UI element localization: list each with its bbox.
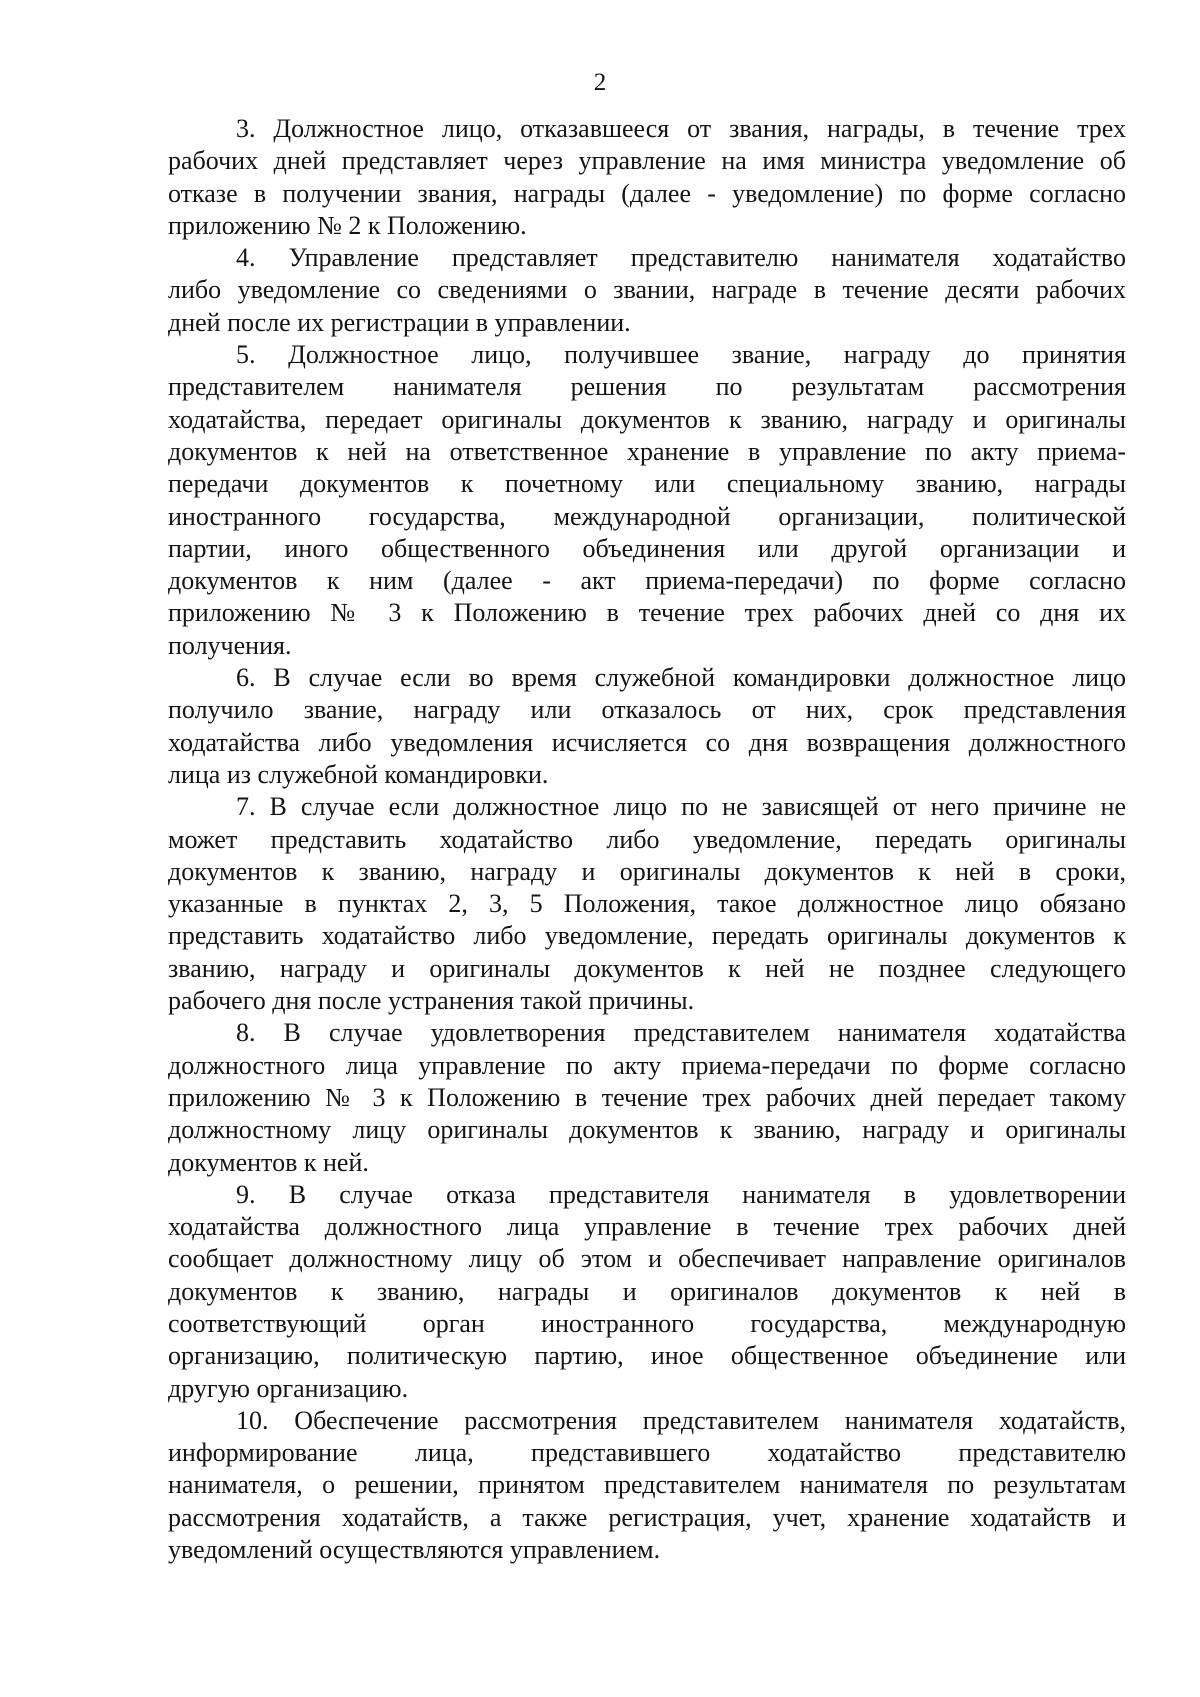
paragraph-line: получило звание, награду или отказалось от них, срок представления bbox=[168, 695, 1126, 725]
paragraph-line: документов к ним (далее - акт приема-передачи) по форме согласно bbox=[168, 566, 1126, 596]
paragraph-line: уведомлений осуществляются управлением. bbox=[168, 1535, 661, 1565]
paragraph-6 bbox=[168, 662, 1126, 791]
paragraph-line: передачи документов к почетному или специальному званию, награды bbox=[168, 469, 1126, 499]
paragraph-9 bbox=[168, 1179, 1126, 1405]
paragraph-4 bbox=[168, 242, 1126, 339]
paragraph-line: 3. Должностное лицо, отказавшееся от звания, награды, в течение трех bbox=[236, 114, 1126, 143]
paragraph-line: приложению № 2 к Положению. bbox=[168, 210, 527, 240]
paragraph-line: партии, иного общественного объединения или другой организации и bbox=[168, 533, 1126, 563]
paragraph-line: представителем нанимателя решения по результатам рассмотрения bbox=[168, 372, 1126, 402]
paragraph-line: рабочего дня после устранения такой причины. bbox=[168, 986, 695, 1016]
paragraph-line: получения. bbox=[168, 630, 292, 660]
paragraph-line: приложению № 3 к Положению в течение трех рабочих дней со дня их bbox=[168, 598, 1126, 628]
paragraph-line: 4. Управление представляет представителю нанимателя ходатайство bbox=[236, 243, 1126, 273]
paragraph-line: дней после их регистрации в управлении. bbox=[168, 307, 631, 337]
paragraph-line: лица из служебной командировки. bbox=[168, 759, 549, 789]
paragraph-line: отказе в получении звания, награды (далее - уведомление) по форме согласно bbox=[168, 178, 1126, 208]
paragraph-line: документов к ней. bbox=[168, 1147, 369, 1177]
paragraph-line: ходатайства, передает оригиналы документов к званию, награду и оригиналы bbox=[168, 404, 1126, 434]
paragraph-line: документов к ней на ответственное хранение в управление по акту приема- bbox=[168, 436, 1126, 466]
page-number: 2 bbox=[593, 69, 607, 96]
paragraph-line: 7. В случае если должностное лицо по не зависящей от него причине не bbox=[236, 792, 1126, 822]
paragraph-line: сообщает должностному лицу об этом и обеспечивает направление оригиналов bbox=[168, 1244, 1126, 1274]
paragraph-line: 9. В случае отказа представителя нанимателя в удовлетворении bbox=[236, 1179, 1126, 1209]
paragraph-line: документов к званию, награды и оригиналов документов к ней в bbox=[168, 1276, 1126, 1306]
paragraph-line: может представить ходатайство либо уведомление, передать оригиналы bbox=[168, 824, 1126, 854]
paragraph-line: соответствующий орган иностранного государства, международную bbox=[168, 1308, 1126, 1338]
paragraph-line: ходатайства либо уведомления исчисляется со дня возвращения должностного bbox=[168, 727, 1126, 757]
paragraph-7 bbox=[168, 791, 1126, 1017]
paragraph-line: нанимателя, о решении, принятом представителем нанимателя по результатам bbox=[168, 1470, 1126, 1500]
paragraph-line: рабочих дней представляет через управление на имя министра уведомление об bbox=[168, 146, 1126, 176]
paragraph-line: иностранного государства, международной организации, политической bbox=[168, 501, 1126, 531]
paragraph-line: либо уведомление со сведениями о звании, награде в течение десяти рабочих bbox=[168, 275, 1126, 305]
paragraph-line: указанные в пунктах 2, 3, 5 Положения, такое должностное лицо обязано bbox=[168, 889, 1126, 919]
paragraph-line: должностного лица управление по акту приема-передачи по форме согласно bbox=[168, 1050, 1126, 1080]
paragraph-line: 6. В случае если во время служебной командировки должностное лицо bbox=[236, 663, 1126, 693]
paragraph-line: рассмотрения ходатайств, а также регистрация, учет, хранение ходатайств и bbox=[168, 1502, 1126, 1532]
paragraph-line: другую организацию. bbox=[168, 1373, 409, 1403]
paragraph-line: документов к званию, награду и оригиналы документов к ней в сроки, bbox=[168, 856, 1126, 886]
paragraph-10 bbox=[168, 1405, 1126, 1566]
paragraph-line: информирование лица, представившего ходатайство представителю bbox=[168, 1438, 1126, 1468]
paragraph-line: 5. Должностное лицо, получившее звание, награду до принятия bbox=[236, 340, 1126, 370]
paragraph-line: представить ходатайство либо уведомление, передать оригиналы документов к bbox=[168, 921, 1126, 951]
paragraph-line: званию, награду и оригиналы документов к ней не позднее следующего bbox=[168, 953, 1126, 983]
paragraph-line: 8. В случае удовлетворения представителем нанимателя ходатайства bbox=[236, 1018, 1126, 1048]
paragraph-line: ходатайства должностного лица управление в течение трех рабочих дней bbox=[168, 1212, 1126, 1242]
paragraph-line: должностному лицу оригиналы документов к званию, награду и оригиналы bbox=[168, 1115, 1126, 1145]
document-body bbox=[168, 113, 1126, 1566]
paragraph-line: приложению № 3 к Положению в течение трех рабочих дней передает такому bbox=[168, 1082, 1126, 1112]
paragraph-8 bbox=[168, 1017, 1126, 1178]
paragraph-line: организацию, политическую партию, иное общественное объединение или bbox=[168, 1341, 1126, 1371]
paragraph-line: 10. Обеспечение рассмотрения представителем нанимателя ходатайств, bbox=[236, 1405, 1126, 1435]
paragraph-3 bbox=[168, 113, 1126, 242]
paragraph-5 bbox=[168, 339, 1126, 662]
